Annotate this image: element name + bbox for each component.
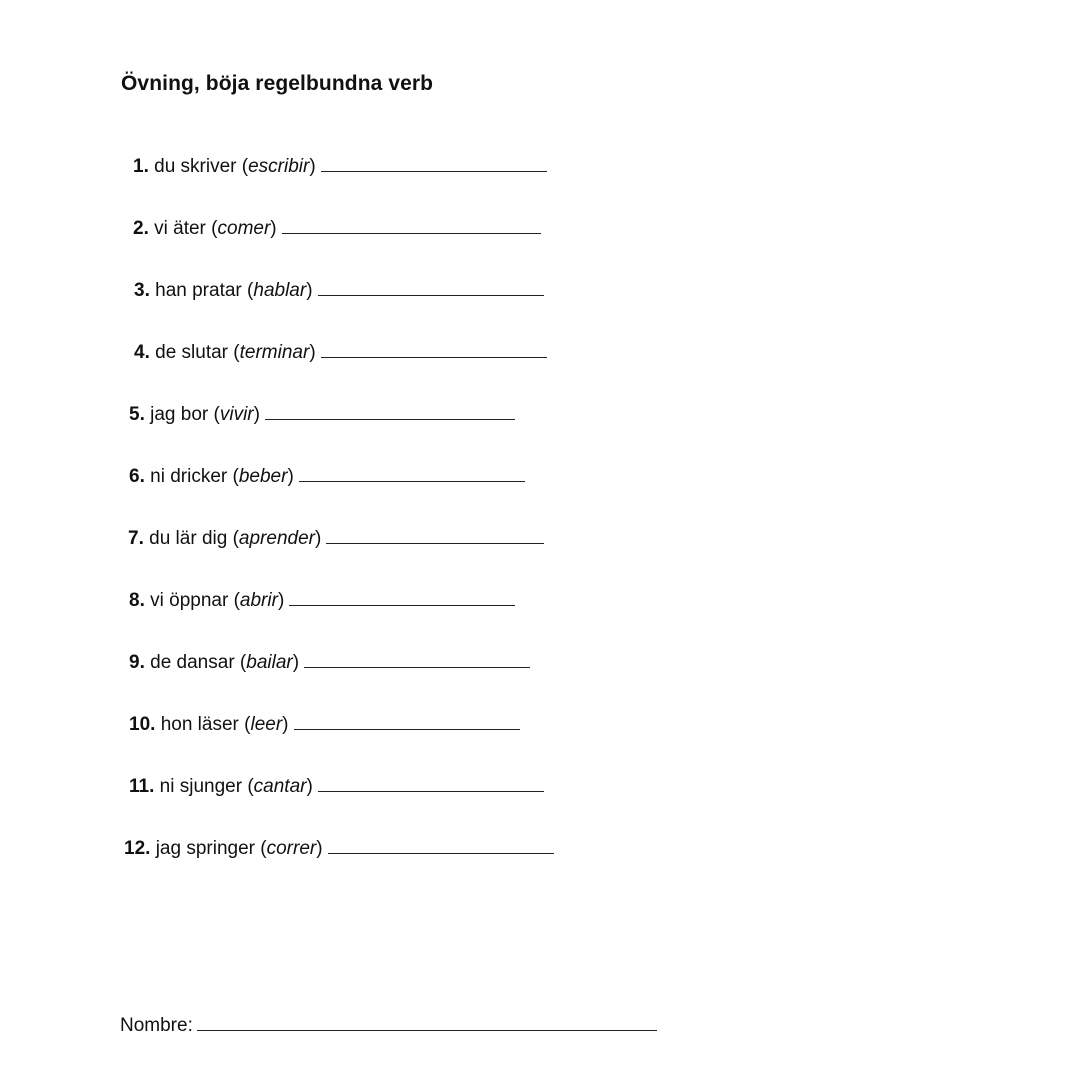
item-phrase: vi öppnar bbox=[150, 590, 229, 611]
item-phrase: ni sjunger bbox=[159, 776, 243, 797]
answer-blank[interactable] bbox=[318, 775, 544, 792]
item-phrase: vi äter bbox=[154, 218, 206, 239]
item-number: 6. bbox=[129, 466, 145, 487]
item-phrase: hon läser bbox=[160, 714, 239, 735]
exercise-item-3: 3. han pratar (hablar) bbox=[134, 279, 544, 303]
answer-blank[interactable] bbox=[265, 403, 515, 420]
item-number: 3. bbox=[134, 280, 150, 301]
item-phrase: du skriver bbox=[154, 156, 237, 177]
name-input-line[interactable] bbox=[197, 1014, 657, 1031]
item-number: 1. bbox=[133, 156, 149, 177]
exercise-item-9: 9. de dansar (bailar) bbox=[129, 651, 530, 675]
item-phrase: de slutar bbox=[155, 342, 229, 363]
item-verb: leer bbox=[250, 714, 283, 735]
item-verb: hablar bbox=[253, 280, 307, 301]
exercise-item-11: 11. ni sjunger (cantar) bbox=[129, 775, 544, 799]
item-phrase: de dansar bbox=[150, 652, 235, 673]
item-number: 7. bbox=[128, 528, 144, 549]
exercise-item-12: 12. jag springer (correr) bbox=[124, 837, 554, 861]
answer-blank[interactable] bbox=[282, 217, 541, 234]
answer-blank[interactable] bbox=[321, 341, 547, 358]
answer-blank[interactable] bbox=[294, 713, 520, 730]
item-verb: abrir bbox=[239, 590, 278, 611]
item-number: 5. bbox=[129, 404, 145, 425]
item-number: 9. bbox=[129, 652, 145, 673]
answer-blank[interactable] bbox=[289, 589, 515, 606]
exercise-item-5: 5. jag bor (vivir) bbox=[129, 403, 515, 427]
exercise-item-6: 6. ni dricker (beber) bbox=[129, 465, 525, 489]
item-verb: escribir bbox=[248, 156, 310, 177]
answer-blank[interactable] bbox=[304, 651, 530, 668]
answer-blank[interactable] bbox=[318, 279, 544, 296]
item-phrase: ni dricker bbox=[150, 466, 228, 487]
item-number: 11. bbox=[129, 776, 155, 797]
item-number: 10. bbox=[129, 714, 156, 735]
item-phrase: jag bor bbox=[150, 404, 209, 425]
name-label: Nombre: bbox=[120, 1015, 193, 1036]
item-number: 12. bbox=[124, 838, 151, 859]
name-field-row bbox=[120, 1014, 657, 1038]
worksheet-title: Övning, böja regelbundna verb bbox=[121, 72, 434, 95]
item-verb: bailar bbox=[246, 652, 293, 673]
item-phrase: du lär dig bbox=[149, 528, 228, 549]
answer-blank[interactable] bbox=[328, 837, 554, 854]
answer-blank[interactable] bbox=[321, 155, 547, 172]
item-number: 2. bbox=[133, 218, 149, 239]
item-verb: comer bbox=[217, 218, 271, 239]
item-number: 4. bbox=[134, 342, 150, 363]
item-verb: vivir bbox=[219, 404, 254, 425]
exercise-item-7: 7. du lär dig (aprender) bbox=[128, 527, 544, 551]
item-verb: cantar bbox=[253, 776, 307, 797]
item-phrase: han pratar bbox=[155, 280, 242, 301]
exercise-item-1: 1. du skriver (escribir) bbox=[133, 155, 547, 179]
answer-blank[interactable] bbox=[299, 465, 525, 482]
exercise-item-8: 8. vi öppnar (abrir) bbox=[129, 589, 515, 613]
item-verb: terminar bbox=[239, 342, 310, 363]
answer-blank[interactable] bbox=[326, 527, 544, 544]
exercise-item-10: 10. hon läser (leer) bbox=[129, 713, 520, 737]
item-verb: correr bbox=[266, 838, 317, 859]
item-verb: beber bbox=[238, 466, 288, 487]
item-verb: aprender bbox=[238, 528, 315, 549]
item-phrase: jag springer bbox=[155, 838, 255, 859]
exercise-item-4: 4. de slutar (terminar) bbox=[134, 341, 547, 365]
exercise-item-2: 2. vi äter (comer) bbox=[133, 217, 541, 241]
item-number: 8. bbox=[129, 590, 145, 611]
